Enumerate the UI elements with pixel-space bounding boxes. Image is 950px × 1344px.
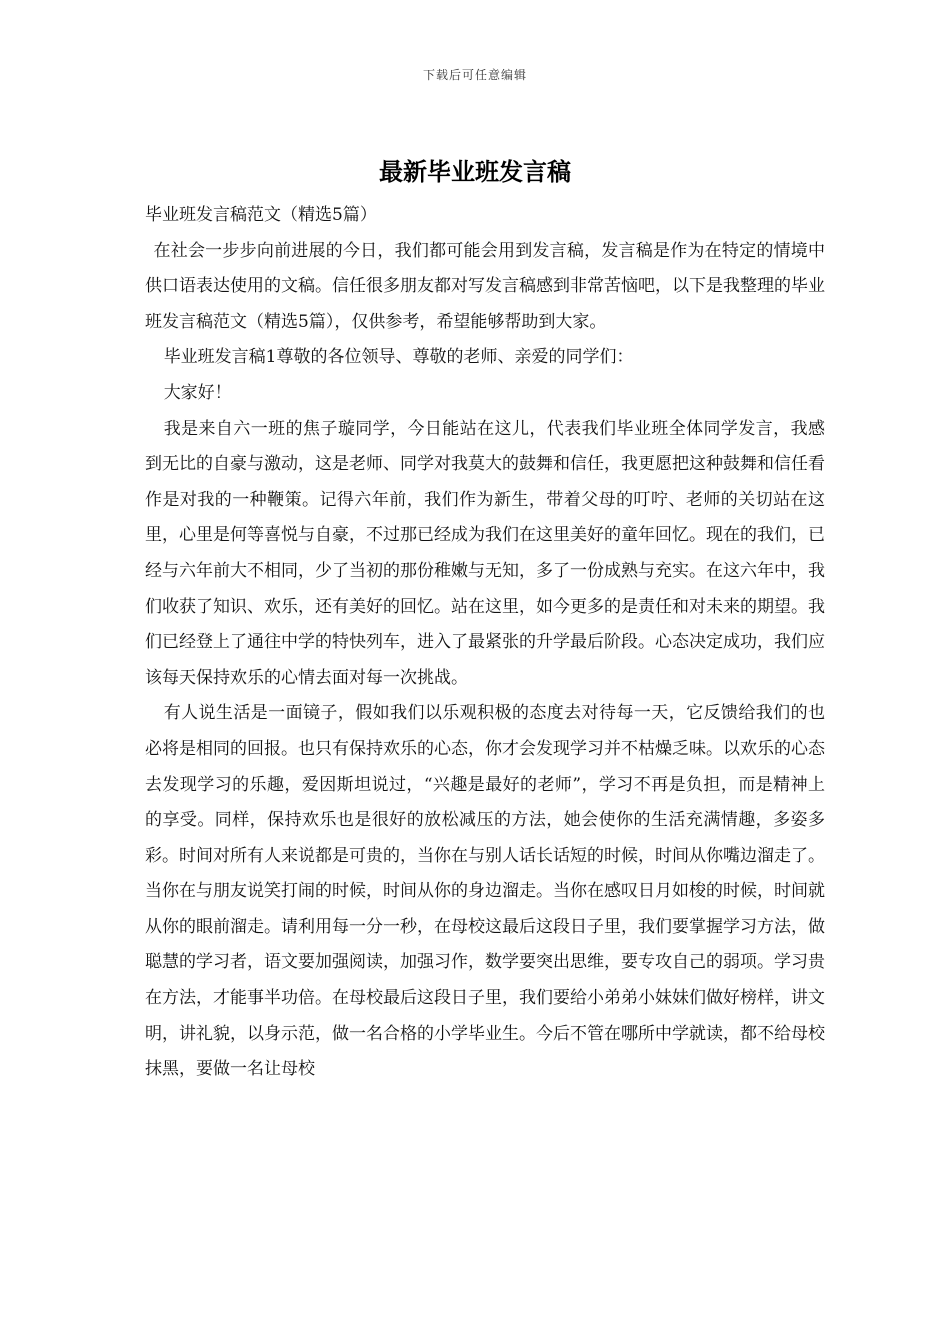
paragraph-intro: 在社会一步步向前进展的今日，我们都可能会用到发言稿，发言稿是作为在特定的情境中供口语表达使用的文稿。信任很多朋友都对写发言稿感到非常苦恼吧，以下是我整理的毕业班发言稿范文（精选5篇），仅供参考，希望能够帮助到大家。 [145,240,825,332]
paragraph-body-2: 有人说生活是一面镜子，假如我们以乐观积极的态度去对待每一天，它反馈给我们的也必将是相同的回报。也只有保持欢乐的心态，你才会发现学习并不枯燥乏味。以欢乐的心态去发现学习的乐趣，爱因斯坦说过，“兴趣是最好的老师”，学习不再是负担，而是精神上的享受。同样，保持欢乐也是很好的放松减压的方法，她会使你的生活充满情趣，多姿多彩。时间对所有人来说都是可贵的，当你在与别人话长话短的时候，时间从你嘴边溜走了。当你在与朋友说笑打闹的时候，时间从你的身边溜走。当你在感叹日月如梭的时候，时间就从你的眼前溜走。请利用每一分一秒，在母校这最后这段日子里，我们要掌握学习方法，做聪慧的学习者，语文要加强阅读，加强习作，数学要突出思维，要专攻自己的弱项。学习贵在方法，才能事半功倍。在母校最后这段日子里，我们要给小弟弟小妹妹们做好榜样，讲文明，讲礼貌，以身示范，做一名合格的小学毕业生。今后不管在哪所中学就读，都不给母校抹黑，要做一名让母校 [145,703,825,1080]
header-note: 下载后可任意编辑 [422,68,527,82]
document-subtitle: 毕业班发言稿范文（精选5篇） [145,205,377,225]
document-title: 最新毕业班发言稿 [379,157,571,186]
paragraph-body-1: 我是来自六一班的焦子璇同学，今日能站在这儿，代表我们毕业班全体同学发言，我感到无比的自豪与激动，这是老师、同学对我莫大的鼓舞和信任，我更愿把这种鼓舞和信任看作是对我的一种鞭策。记得六年前，我们作为新生，带着父母的叮咛、老师的关切站在这里，心里是何等喜悦与自豪，不过那已经成为我们在这里美好的童年回忆。现在的我们，已经与六年前大不相同，少了当初的那份稚嫩与无知，多了一份成熟与充实。在这六年中，我们收获了知识、欢乐，还有美好的回忆。站在这里，如今更多的是责任和对未来的期望。我们已经登上了通往中学的特快列车，进入了最紧张的升学最后阶段。心态决定成功，我们应该每天保持欢乐的心情去面对每一次挑战。 [145,418,825,688]
paragraph-salutation: 毕业班发言稿1尊敬的各位领导、尊敬的老师、亲爱的同学们： [163,347,634,368]
document-body [145,198,825,1088]
paragraph-greeting: 大家好！ [163,382,232,403]
